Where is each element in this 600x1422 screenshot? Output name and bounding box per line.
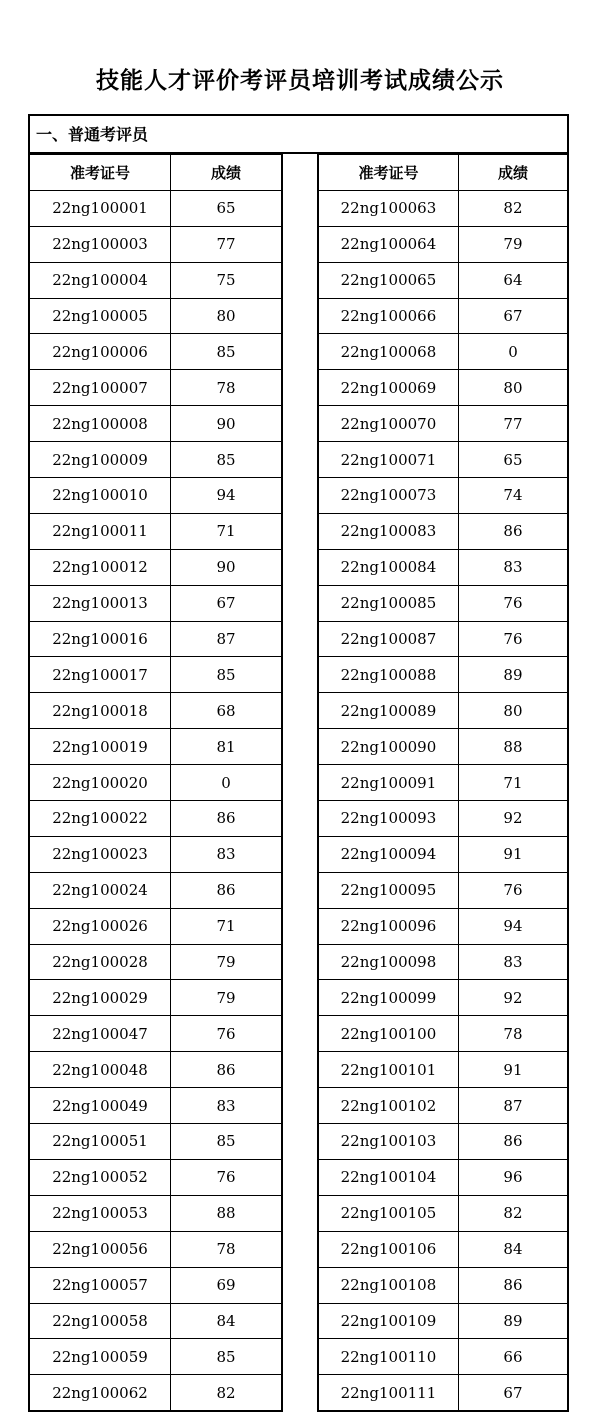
table-row	[318, 298, 568, 334]
table-row	[318, 1339, 568, 1375]
exam-id-cell: 22ng100084	[318, 549, 458, 585]
exam-id-cell: 22ng100005	[29, 298, 171, 334]
score-cell: 75	[171, 262, 283, 298]
exam-id-cell: 22ng100087	[318, 621, 458, 657]
exam-id-cell: 22ng100047	[29, 1016, 171, 1052]
exam-id-cell: 22ng100018	[29, 693, 171, 729]
table-row	[29, 370, 282, 406]
score-cell: 79	[171, 980, 283, 1016]
exam-id-cell: 22ng100051	[29, 1124, 171, 1160]
exam-id-cell: 22ng100070	[318, 406, 458, 442]
table-row	[29, 513, 282, 549]
exam-id-cell: 22ng100009	[29, 442, 171, 478]
page-title: 技能人才评价考评员培训考试成绩公示	[96, 68, 504, 94]
score-cell: 90	[171, 549, 283, 585]
table-row	[318, 262, 568, 298]
score-cell: 84	[458, 1231, 568, 1267]
score-cell: 87	[458, 1088, 568, 1124]
table-row	[318, 478, 568, 514]
score-cell: 86	[171, 1052, 283, 1088]
score-cell: 83	[458, 549, 568, 585]
exam-id-cell: 22ng100023	[29, 836, 171, 872]
score-cell: 86	[171, 872, 283, 908]
table-row	[29, 944, 282, 980]
score-cell: 88	[458, 729, 568, 765]
table-row	[29, 765, 282, 801]
table-row	[318, 621, 568, 657]
exam-id-cell: 22ng100056	[29, 1231, 171, 1267]
table-row	[318, 334, 568, 370]
table-row	[29, 334, 282, 370]
table-row	[318, 442, 568, 478]
table-row	[29, 729, 282, 765]
score-columns	[28, 154, 569, 1410]
exam-id-cell: 22ng100069	[318, 370, 458, 406]
score-cell: 90	[171, 406, 283, 442]
score-cell: 64	[458, 262, 568, 298]
exam-id-cell: 22ng100100	[318, 1016, 458, 1052]
score-cell: 81	[171, 729, 283, 765]
table-row	[29, 1159, 282, 1195]
score-cell: 86	[458, 1267, 568, 1303]
table-row	[318, 549, 568, 585]
table-row	[318, 190, 568, 226]
score-cell: 80	[458, 370, 568, 406]
table-row	[29, 1016, 282, 1052]
exam-id-cell: 22ng100096	[318, 908, 458, 944]
table-row	[318, 1195, 568, 1231]
exam-id-cell: 22ng100011	[29, 513, 171, 549]
exam-id-cell: 22ng100093	[318, 801, 458, 837]
exam-id-cell: 22ng100110	[318, 1339, 458, 1375]
table-row	[318, 693, 568, 729]
table-row	[318, 836, 568, 872]
score-cell: 85	[171, 657, 283, 693]
exam-id-cell: 22ng100066	[318, 298, 458, 334]
table-row	[29, 262, 282, 298]
exam-id-cell: 22ng100109	[318, 1303, 458, 1339]
table-row	[318, 1124, 568, 1160]
table-row	[29, 1375, 282, 1411]
table-row	[318, 657, 568, 693]
table-row	[29, 1339, 282, 1375]
score-cell: 79	[458, 226, 568, 262]
table-row	[29, 657, 282, 693]
exam-id-cell: 22ng100013	[29, 585, 171, 621]
table-row	[29, 1088, 282, 1124]
exam-id-cell: 22ng100006	[29, 334, 171, 370]
table-row	[318, 513, 568, 549]
score-cell: 78	[171, 1231, 283, 1267]
score-cell: 82	[458, 1195, 568, 1231]
exam-id-cell: 22ng100008	[29, 406, 171, 442]
score-cell: 78	[171, 370, 283, 406]
exam-id-cell: 22ng100049	[29, 1088, 171, 1124]
table-row	[318, 1052, 568, 1088]
score-cell: 76	[458, 621, 568, 657]
score-cell: 67	[458, 298, 568, 334]
table-row	[318, 729, 568, 765]
exam-id-cell: 22ng100007	[29, 370, 171, 406]
table-row	[29, 190, 282, 226]
table-row	[318, 765, 568, 801]
exam-id-cell: 22ng100064	[318, 226, 458, 262]
score-cell: 66	[458, 1339, 568, 1375]
table-row	[318, 980, 568, 1016]
exam-id-cell: 22ng100019	[29, 729, 171, 765]
table-row	[318, 1088, 568, 1124]
score-cell: 94	[171, 478, 283, 514]
exam-id-cell: 22ng100089	[318, 693, 458, 729]
score-cell: 71	[171, 513, 283, 549]
score-sheet	[28, 114, 569, 1410]
table-row	[318, 1016, 568, 1052]
exam-id-cell: 22ng100029	[29, 980, 171, 1016]
score-cell: 76	[458, 872, 568, 908]
table-row	[318, 801, 568, 837]
score-cell: 80	[171, 298, 283, 334]
score-cell: 83	[171, 836, 283, 872]
exam-id-cell: 22ng100085	[318, 585, 458, 621]
exam-id-cell: 22ng100090	[318, 729, 458, 765]
exam-id-cell: 22ng100102	[318, 1088, 458, 1124]
exam-id-cell: 22ng100059	[29, 1339, 171, 1375]
score-cell: 85	[171, 334, 283, 370]
column-header-id: 准考证号	[29, 155, 171, 191]
exam-id-cell: 22ng100083	[318, 513, 458, 549]
table-row	[318, 1159, 568, 1195]
exam-id-cell: 22ng100048	[29, 1052, 171, 1088]
table-row	[318, 585, 568, 621]
table-row	[29, 1267, 282, 1303]
table-row	[29, 442, 282, 478]
table-row	[318, 944, 568, 980]
score-cell: 85	[171, 1124, 283, 1160]
exam-id-cell: 22ng100052	[29, 1159, 171, 1195]
table-row	[318, 406, 568, 442]
score-cell: 68	[171, 693, 283, 729]
table-row	[29, 1231, 282, 1267]
exam-id-cell: 22ng100020	[29, 765, 171, 801]
score-cell: 91	[458, 1052, 568, 1088]
exam-id-cell: 22ng100108	[318, 1267, 458, 1303]
score-cell: 84	[171, 1303, 283, 1339]
score-cell: 67	[458, 1375, 568, 1411]
section-heading: 一、普通考评员	[28, 114, 569, 154]
exam-id-cell: 22ng100001	[29, 190, 171, 226]
score-cell: 82	[171, 1375, 283, 1411]
score-cell: 96	[458, 1159, 568, 1195]
score-cell: 83	[171, 1088, 283, 1124]
score-cell: 76	[171, 1159, 283, 1195]
score-cell: 88	[171, 1195, 283, 1231]
score-cell: 79	[171, 944, 283, 980]
table-row	[29, 621, 282, 657]
exam-id-cell: 22ng100095	[318, 872, 458, 908]
table-row	[29, 1303, 282, 1339]
table-row	[29, 836, 282, 872]
column-header-score: 成绩	[171, 155, 283, 191]
exam-id-cell: 22ng100068	[318, 334, 458, 370]
score-cell: 0	[171, 765, 283, 801]
exam-id-cell: 22ng100017	[29, 657, 171, 693]
exam-id-cell: 22ng100063	[318, 190, 458, 226]
table-row	[29, 1052, 282, 1088]
header-row	[318, 155, 568, 191]
table-row	[29, 406, 282, 442]
score-cell: 86	[458, 1124, 568, 1160]
exam-id-cell: 22ng100091	[318, 765, 458, 801]
score-cell: 71	[458, 765, 568, 801]
score-cell: 85	[171, 442, 283, 478]
exam-id-cell: 22ng100022	[29, 801, 171, 837]
score-cell: 91	[458, 836, 568, 872]
exam-id-cell: 22ng100071	[318, 442, 458, 478]
exam-id-cell: 22ng100104	[318, 1159, 458, 1195]
exam-id-cell: 22ng100103	[318, 1124, 458, 1160]
score-cell: 89	[458, 1303, 568, 1339]
table-row	[29, 1124, 282, 1160]
score-cell: 65	[458, 442, 568, 478]
exam-id-cell: 22ng100105	[318, 1195, 458, 1231]
table-row	[318, 1303, 568, 1339]
exam-id-cell: 22ng100028	[29, 944, 171, 980]
exam-id-cell: 22ng100098	[318, 944, 458, 980]
table-row	[29, 801, 282, 837]
exam-id-cell: 22ng100065	[318, 262, 458, 298]
score-cell: 77	[171, 226, 283, 262]
table-row	[318, 872, 568, 908]
score-cell: 85	[171, 1339, 283, 1375]
exam-id-cell: 22ng100106	[318, 1231, 458, 1267]
exam-id-cell: 22ng100099	[318, 980, 458, 1016]
exam-id-cell: 22ng100003	[29, 226, 171, 262]
score-cell: 0	[458, 334, 568, 370]
score-cell: 69	[171, 1267, 283, 1303]
table-row	[29, 980, 282, 1016]
header-row	[29, 155, 282, 191]
table-row	[29, 478, 282, 514]
exam-id-cell: 22ng100024	[29, 872, 171, 908]
score-cell: 89	[458, 657, 568, 693]
exam-id-cell: 22ng100057	[29, 1267, 171, 1303]
exam-id-cell: 22ng100062	[29, 1375, 171, 1411]
table-row	[318, 908, 568, 944]
exam-id-cell: 22ng100073	[318, 478, 458, 514]
exam-id-cell: 22ng100101	[318, 1052, 458, 1088]
exam-id-cell: 22ng100016	[29, 621, 171, 657]
score-cell: 83	[458, 944, 568, 980]
table-row	[318, 1231, 568, 1267]
exam-id-cell: 22ng100053	[29, 1195, 171, 1231]
table-row	[29, 298, 282, 334]
column-header-id: 准考证号	[318, 155, 458, 191]
score-cell: 78	[458, 1016, 568, 1052]
score-cell: 80	[458, 693, 568, 729]
score-cell: 77	[458, 406, 568, 442]
table-row	[29, 908, 282, 944]
score-cell: 76	[458, 585, 568, 621]
exam-id-cell: 22ng100026	[29, 908, 171, 944]
score-table-left	[28, 154, 283, 1412]
score-cell: 87	[171, 621, 283, 657]
exam-id-cell: 22ng100010	[29, 478, 171, 514]
table-row	[318, 370, 568, 406]
exam-id-cell: 22ng100058	[29, 1303, 171, 1339]
table-row	[29, 226, 282, 262]
table-row	[29, 872, 282, 908]
score-cell: 86	[171, 801, 283, 837]
score-cell: 71	[171, 908, 283, 944]
exam-id-cell: 22ng100012	[29, 549, 171, 585]
score-cell: 76	[171, 1016, 283, 1052]
score-cell: 82	[458, 190, 568, 226]
column-header-score: 成绩	[458, 155, 568, 191]
table-row	[318, 1375, 568, 1411]
score-cell: 86	[458, 513, 568, 549]
exam-id-cell: 22ng100004	[29, 262, 171, 298]
score-cell: 65	[171, 190, 283, 226]
exam-id-cell: 22ng100094	[318, 836, 458, 872]
score-cell: 74	[458, 478, 568, 514]
table-row	[318, 1267, 568, 1303]
score-cell: 92	[458, 980, 568, 1016]
score-cell: 92	[458, 801, 568, 837]
score-table-right	[317, 154, 569, 1412]
exam-id-cell: 22ng100088	[318, 657, 458, 693]
table-row	[29, 693, 282, 729]
table-row	[29, 1195, 282, 1231]
table-row	[29, 585, 282, 621]
score-cell: 94	[458, 908, 568, 944]
table-row	[29, 549, 282, 585]
exam-id-cell: 22ng100111	[318, 1375, 458, 1411]
score-cell: 67	[171, 585, 283, 621]
table-row	[318, 226, 568, 262]
